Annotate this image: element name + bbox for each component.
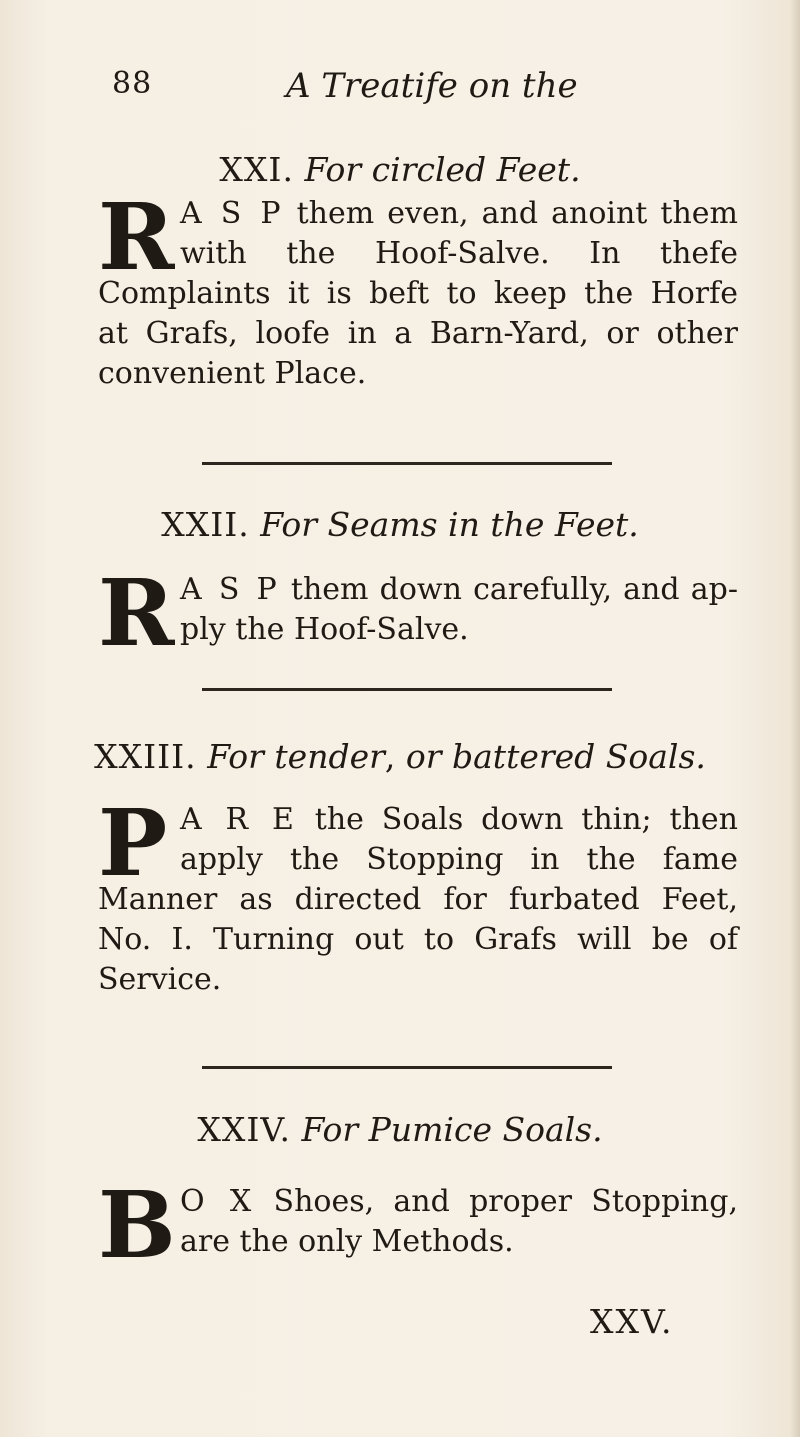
line-text: Shoes, and proper Stopping, [273,1184,738,1219]
section-title-comma: , [384,737,406,776]
drop-cap: R [98,559,175,667]
text-line: convenient Place. [98,356,367,391]
line-text: them down carefully, and ap- [290,572,738,607]
page-number: 88 [112,66,153,101]
first-word-caps: A S P [180,572,280,607]
first-word-caps: A R E [180,802,297,837]
text-line: with the Hoof-Salve. In thefe [180,236,738,271]
section-heading-23 [0,737,800,776]
section-number: XXIII. [94,737,197,776]
text-line: Service. [98,962,222,997]
text-line: are the only Methods. [180,1224,514,1259]
first-word-caps: O X [180,1184,255,1219]
text-line [98,194,738,234]
section-heading-24 [0,1110,800,1149]
section-heading-22 [0,505,800,544]
line-text: them even, and anoint them [296,196,739,231]
section-title: For Pumice Soals. [301,1110,603,1149]
section-title: For circled Feet. [304,150,581,189]
text-line: apply the Stopping in the fame [180,842,738,877]
section-body-21 [98,183,739,394]
section-divider [202,1066,612,1069]
running-title: A Treatife on the [286,66,578,106]
section-divider [202,462,612,465]
text-line [98,800,738,840]
text-line: at Grafs, loofe in a Barn-Yard, or other [98,316,738,351]
text-line [98,570,738,610]
catchword: XXV. [590,1302,674,1341]
section-title: For Seams in the Feet. [260,505,639,544]
text-line: Manner as directed for furbated Feet, [98,882,738,917]
section-title-part: or battered Soals. [405,737,706,776]
section-number: XXIV. [197,1110,291,1149]
section-body-24 [98,1171,738,1279]
page-edge-shadow [790,0,800,1437]
line-text: the Soals down thin; then [314,802,738,837]
text-line [98,1182,738,1222]
drop-cap: R [98,183,175,291]
drop-cap: B [98,1171,176,1279]
text-line: No. I. Turning out to Grafs will be of [98,922,738,957]
section-divider [202,688,612,691]
drop-cap: P [98,789,168,897]
section-number: XXII. [161,505,250,544]
text-line: ply the Hoof-Salve. [180,612,469,647]
section-body-23 [98,789,738,1000]
section-title-part: For tender [207,737,385,776]
section-number: XXI. [219,150,294,189]
first-word-caps: A S P [180,196,284,231]
text-line: Complaints it is beft to keep the Horfe [98,276,738,311]
page-header [112,66,712,116]
section-body-22 [98,559,738,667]
